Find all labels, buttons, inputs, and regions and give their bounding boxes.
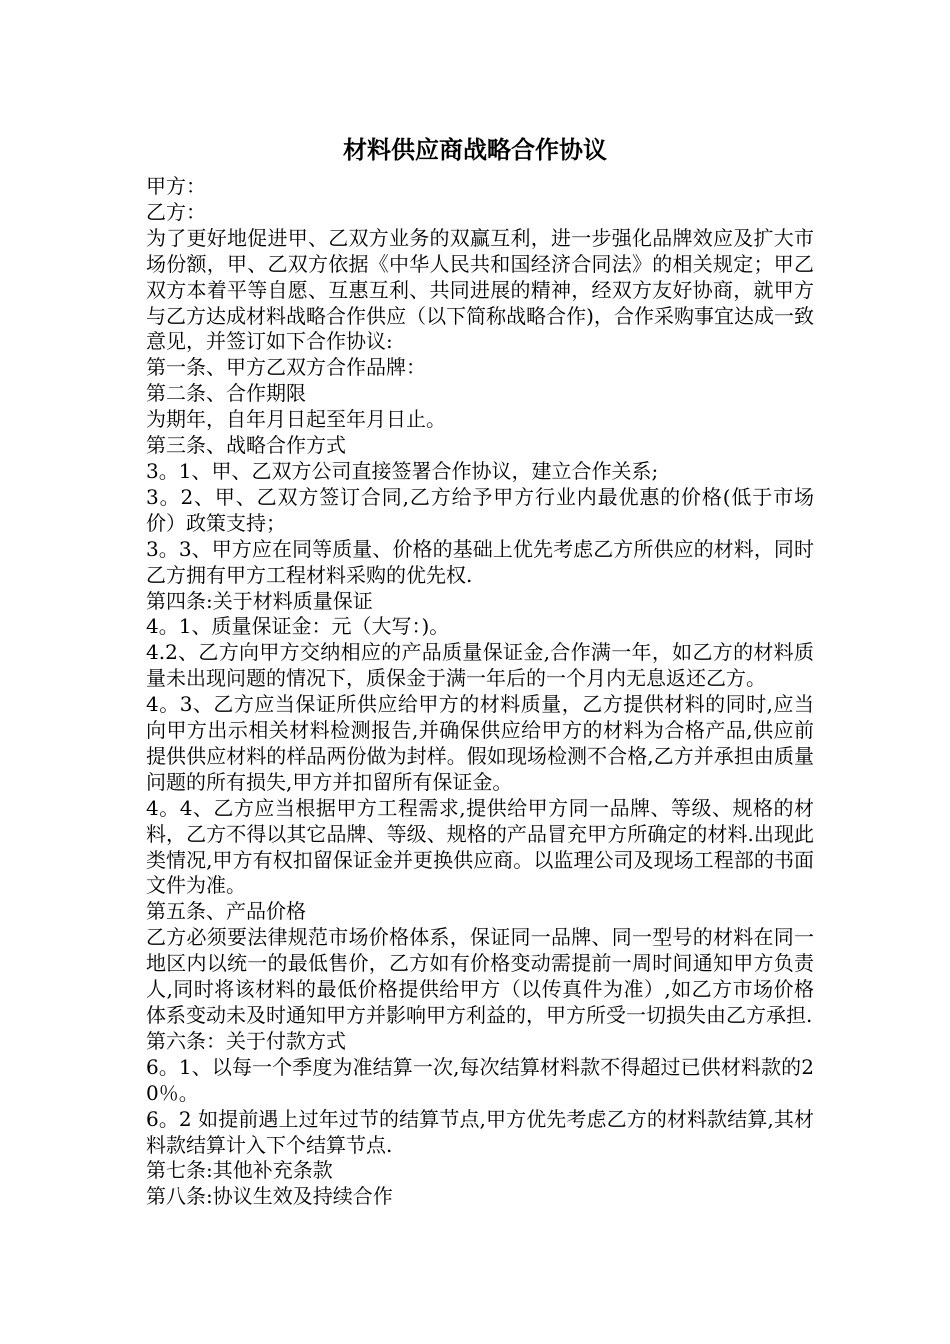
clause-4-4: 4。4、乙方应当根据甲方工程需求,提供给甲方同一品牌、等级、规格的材料，乙方不得以其它品牌、等级、规格的产品冒充甲方所确定的材料.出现此类情况,甲方有权扣留保证金并更换供应商。以监理公司及现场工程部的书面文件为准。 <box>146 795 814 898</box>
clause-4-1: 4。1、质量保证金：元（大写：)。 <box>146 614 450 639</box>
clause-3-3: 3。3、甲方应在同等质量、价格的基础上优先考虑乙方所供应的材料，同时乙方拥有甲方工程材料采购的优先权. <box>146 536 814 587</box>
article-7-heading: 第七条:其他补充条款 <box>146 1158 333 1183</box>
article-3-heading: 第三条、战略合作方式 <box>146 433 346 458</box>
clause-4-3: 4。3、乙方应当保证所供应给甲方的材料质量，乙方提供材料的同时,应当向甲方出示相关材料检测报告,并确保供应给甲方的材料为合格产品,供应前提供供应材料的样品两份做为封样。假如现场检测不合格,乙方并承担由质量问题的所有损失,甲方并扣留所有保证金。 <box>146 692 814 794</box>
preamble-paragraph: 为了更好地促进甲、乙双方业务的双赢互利，进一步强化品牌效应及扩大市场份额，甲、乙双方依据《中华人民共和国经济合同法》的相关规定；甲乙双方本着平等自愿、互惠互利、共同进展的精神，经双方友好协商，就甲方与乙方达成材料战略合作供应（以下简称战略合作)，合作采购事宜达成一致意见，并签订如下合作协议: <box>146 225 814 354</box>
article-2-heading: 第二条、合作期限 <box>146 381 306 406</box>
article-4-heading: 第四条:关于材料质量保证 <box>146 588 373 613</box>
document-body <box>146 174 814 1210</box>
article-1-heading: 第一条、甲方乙双方合作品牌： <box>146 355 426 380</box>
article-5-text: 乙方必须要法律规范市场价格体系，保证同一品牌、同一型号的材料在同一地区内以统一的最低售价，乙方如有价格变动需提前一周时间通知甲方负责人,同时将该材料的最低价格提供给甲方（以传真件为准）,如乙方市场价格体系变动未及时通知甲方并影响甲方利益的，甲方所受一切损失由乙方承担. <box>146 925 814 1027</box>
clause-6-2: 6。2 如提前遇上过年过节的结算节点,甲方优先考虑乙方的材料款结算,其材料款结算计入下个结算节点. <box>146 1106 814 1157</box>
article-2-text: 为期年，自年月日起至年月日止。 <box>146 407 446 432</box>
clause-3-1: 3。1、甲、乙双方公司直接签署合作协议，建立合作关系; <box>146 458 659 483</box>
document-title: 材料供应商战略合作协议 <box>343 135 607 164</box>
party-b-line: 乙方： <box>146 199 206 224</box>
clause-6-1: 6。1、以每一个季度为准结算一次,每次结算材料款不得超过已供材料款的20％。 <box>146 1054 814 1105</box>
party-a-line: 甲方： <box>146 174 206 198</box>
article-5-heading: 第五条、产品价格 <box>146 899 306 924</box>
article-8-heading: 第八条:协议生效及持续合作 <box>146 1184 393 1209</box>
clause-4-2: 4.2、乙方向甲方交纳相应的产品质量保证金,合作满一年，如乙方的材料质量未出现问题的情况下，质保金于满一年后的一个月内无息返还乙方。 <box>146 640 814 691</box>
clause-3-2: 3。2、甲、乙双方签订合同,乙方给予甲方行业内最优惠的价格(低于市场价）政策支持； <box>146 484 814 535</box>
article-6-heading: 第六条：关于付款方式 <box>146 1028 346 1053</box>
